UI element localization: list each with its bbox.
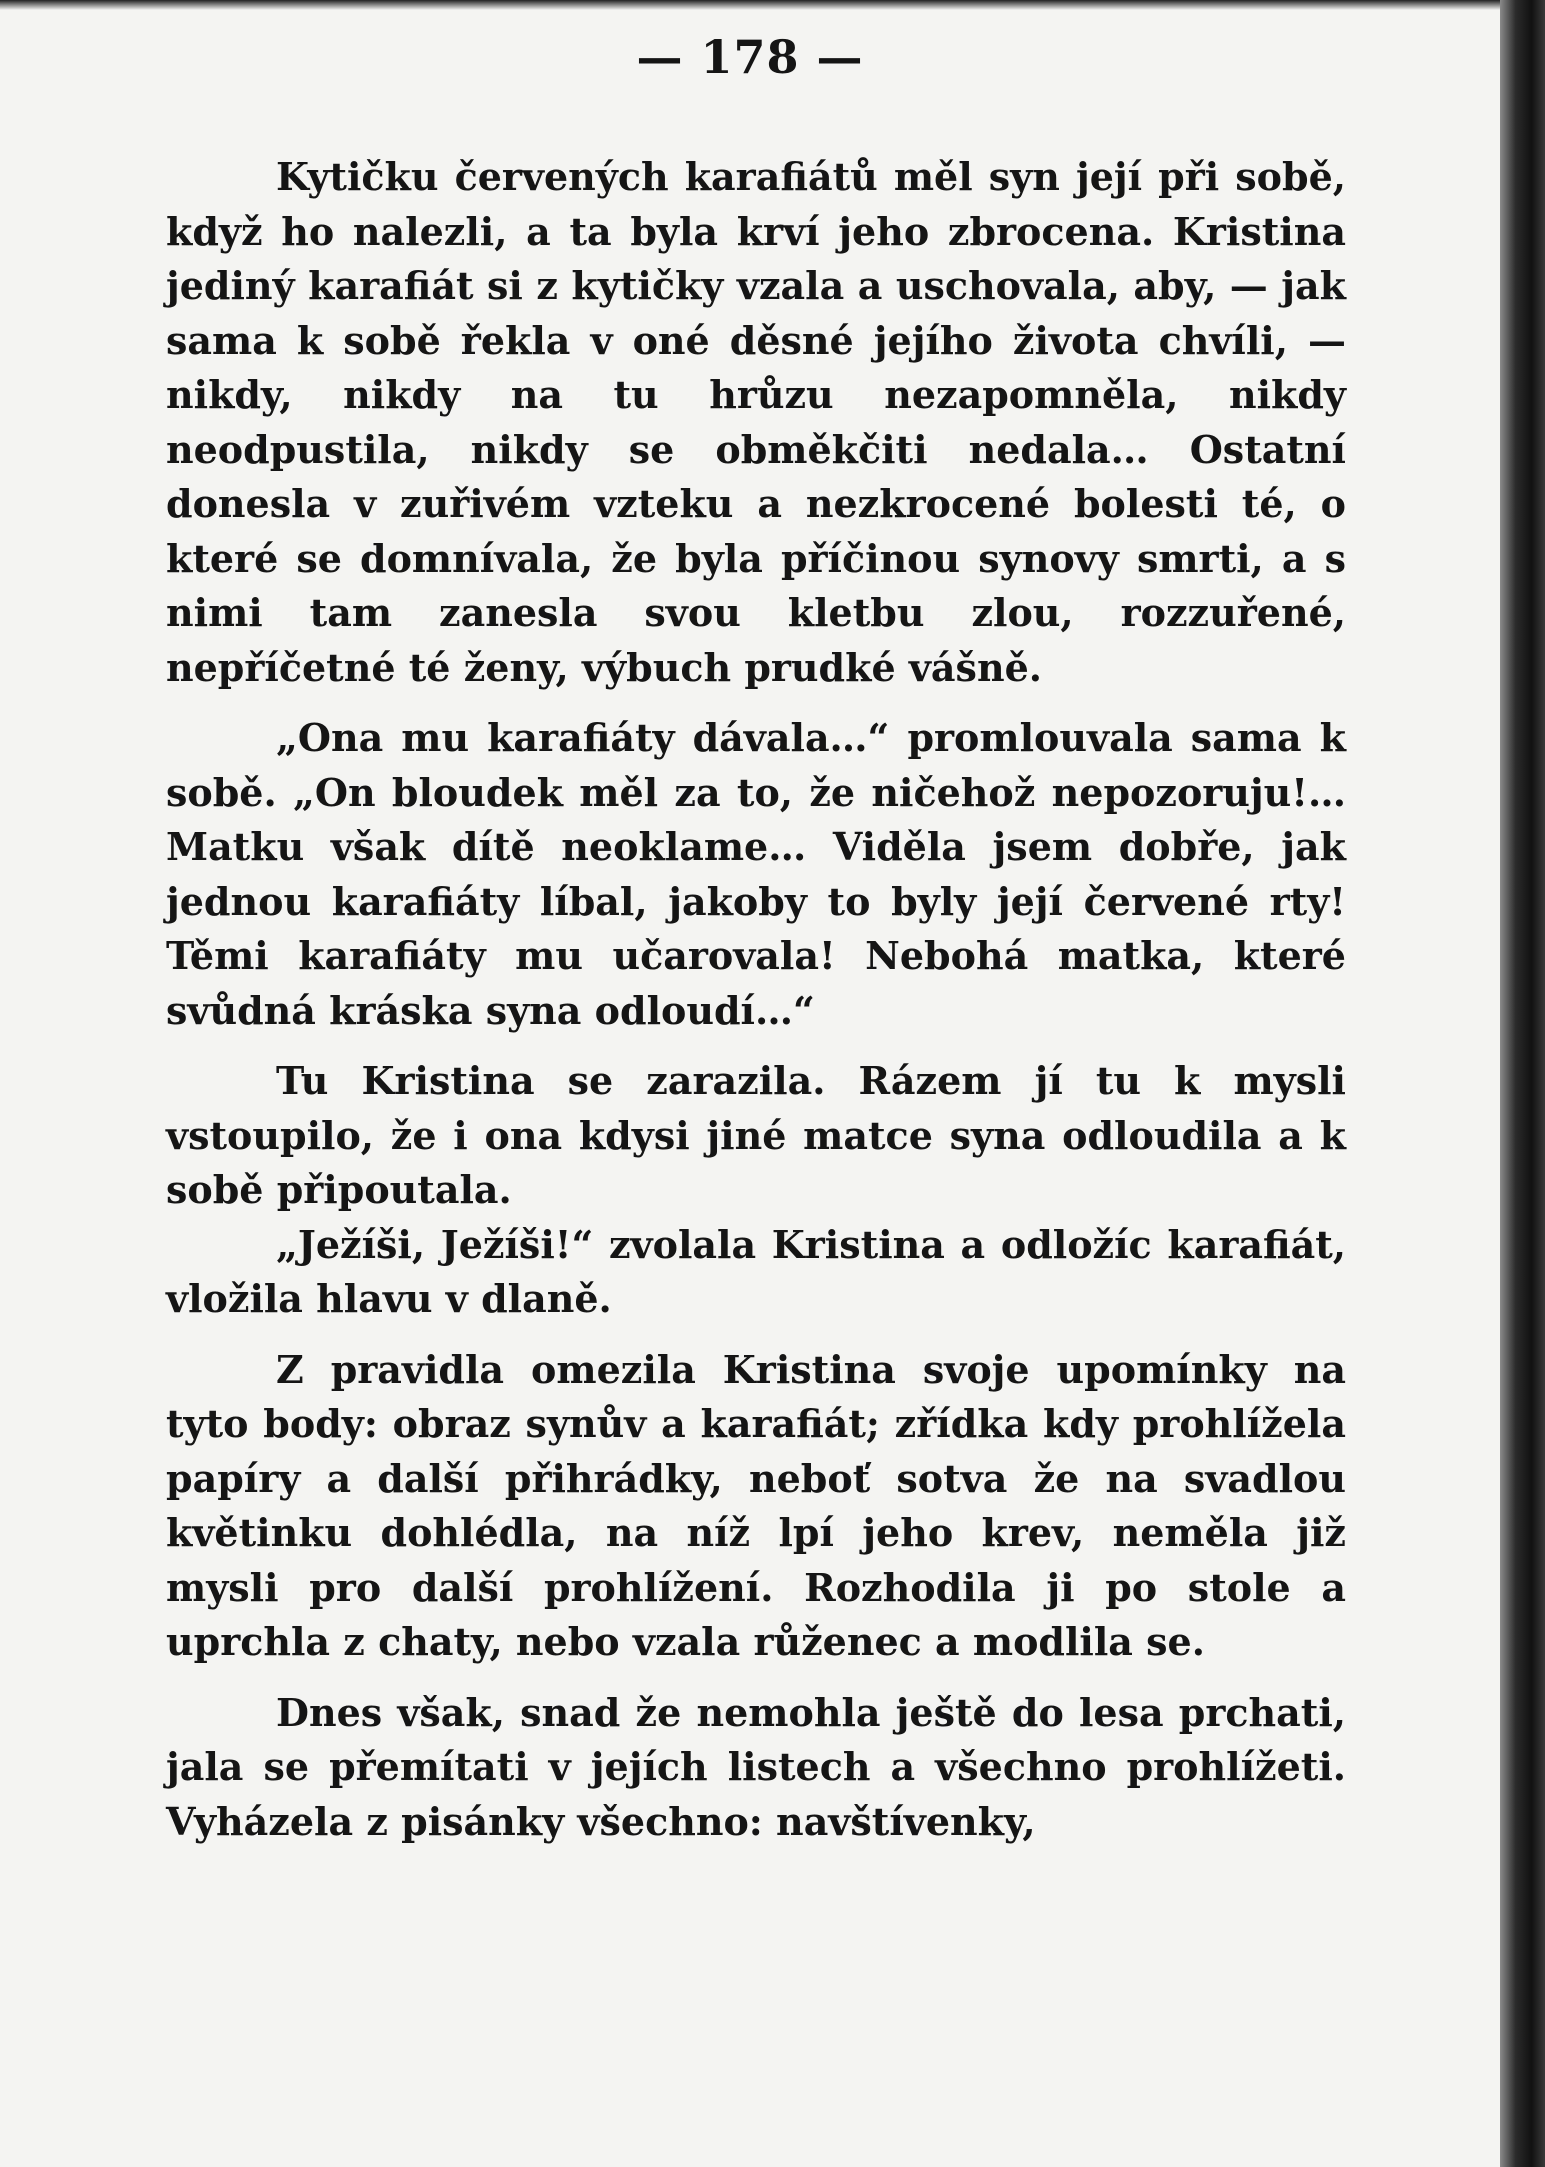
page-top-edge (0, 0, 1500, 10)
paragraph-6: Dnes však, snad že nemohla ještě do lesa prchati, jala se přemítati v jejích listech a všechno prohlížeti. Vyházela z pisánky všechno: navštívenky, (166, 1689, 1346, 1844)
body-text (166, 150, 1346, 1849)
paragraph-5: Z pravidla omezila Kristina svoje upomínky na tyto body: obraz synův a karafiát; zřídka kdy prohlížela papíry a další přihrádky, neboť sotva že na svadlou květinku dohlédla, na níž lpí jeho krev, neměla již mysli pro další prohlížení. Rozhodila ji po stole a uprchla z chaty, nebo vzala růženec a modlila se. (166, 1346, 1346, 1664)
paragraph-4: „Ježíši, Ježíši!“ zvolala Kristina a odložíc karafiát, vložila hlavu v dlaně. (166, 1221, 1346, 1321)
page-number-header: — 178 — (636, 30, 864, 84)
book-binding-edge (1500, 0, 1545, 2167)
paragraph-2: „Ona mu karafiáty dávala…“ promlouvala sama k sobě. „On bloudek měl za to, že ničehož nepozoruju!… Matku však dítě neoklame… Viděla jsem dobře, jak jednou karafiáty líbal, jakoby to byly její červené rty! Těmi karafiáty mu učarovala! Nebohá matka, které svůdná kráska syna odloudí…“ (166, 715, 1346, 1033)
paragraph-3: Tu Kristina se zarazila. Rázem jí tu k mysli vstoupilo, že i ona kdysi jiné matce syna odloudila a k sobě připoutala. (166, 1058, 1346, 1212)
paragraph-1: Kytičku červených karafiátů měl syn její při sobě, když ho nalezli, a ta byla krví jeho zbrocena. Kristina jediný karafiát si z kytičky vzala a uschovala, aby, — jak sama k sobě řekla v oné děsné jejího života chvíli, — nikdy, nikdy na tu hrůzu nezapomněla, nikdy neodpustila, nikdy se obměkčiti nedala… Ostatní donesla v zuřivém vzteku a nezkrocené bolesti té, o které se domnívala, že byla příčinou synovy smrti, a s nimi tam zanesla svou kletbu zlou, rozzuřené, nepříčetné té ženy, výbuch prudké vášně. (166, 154, 1346, 690)
